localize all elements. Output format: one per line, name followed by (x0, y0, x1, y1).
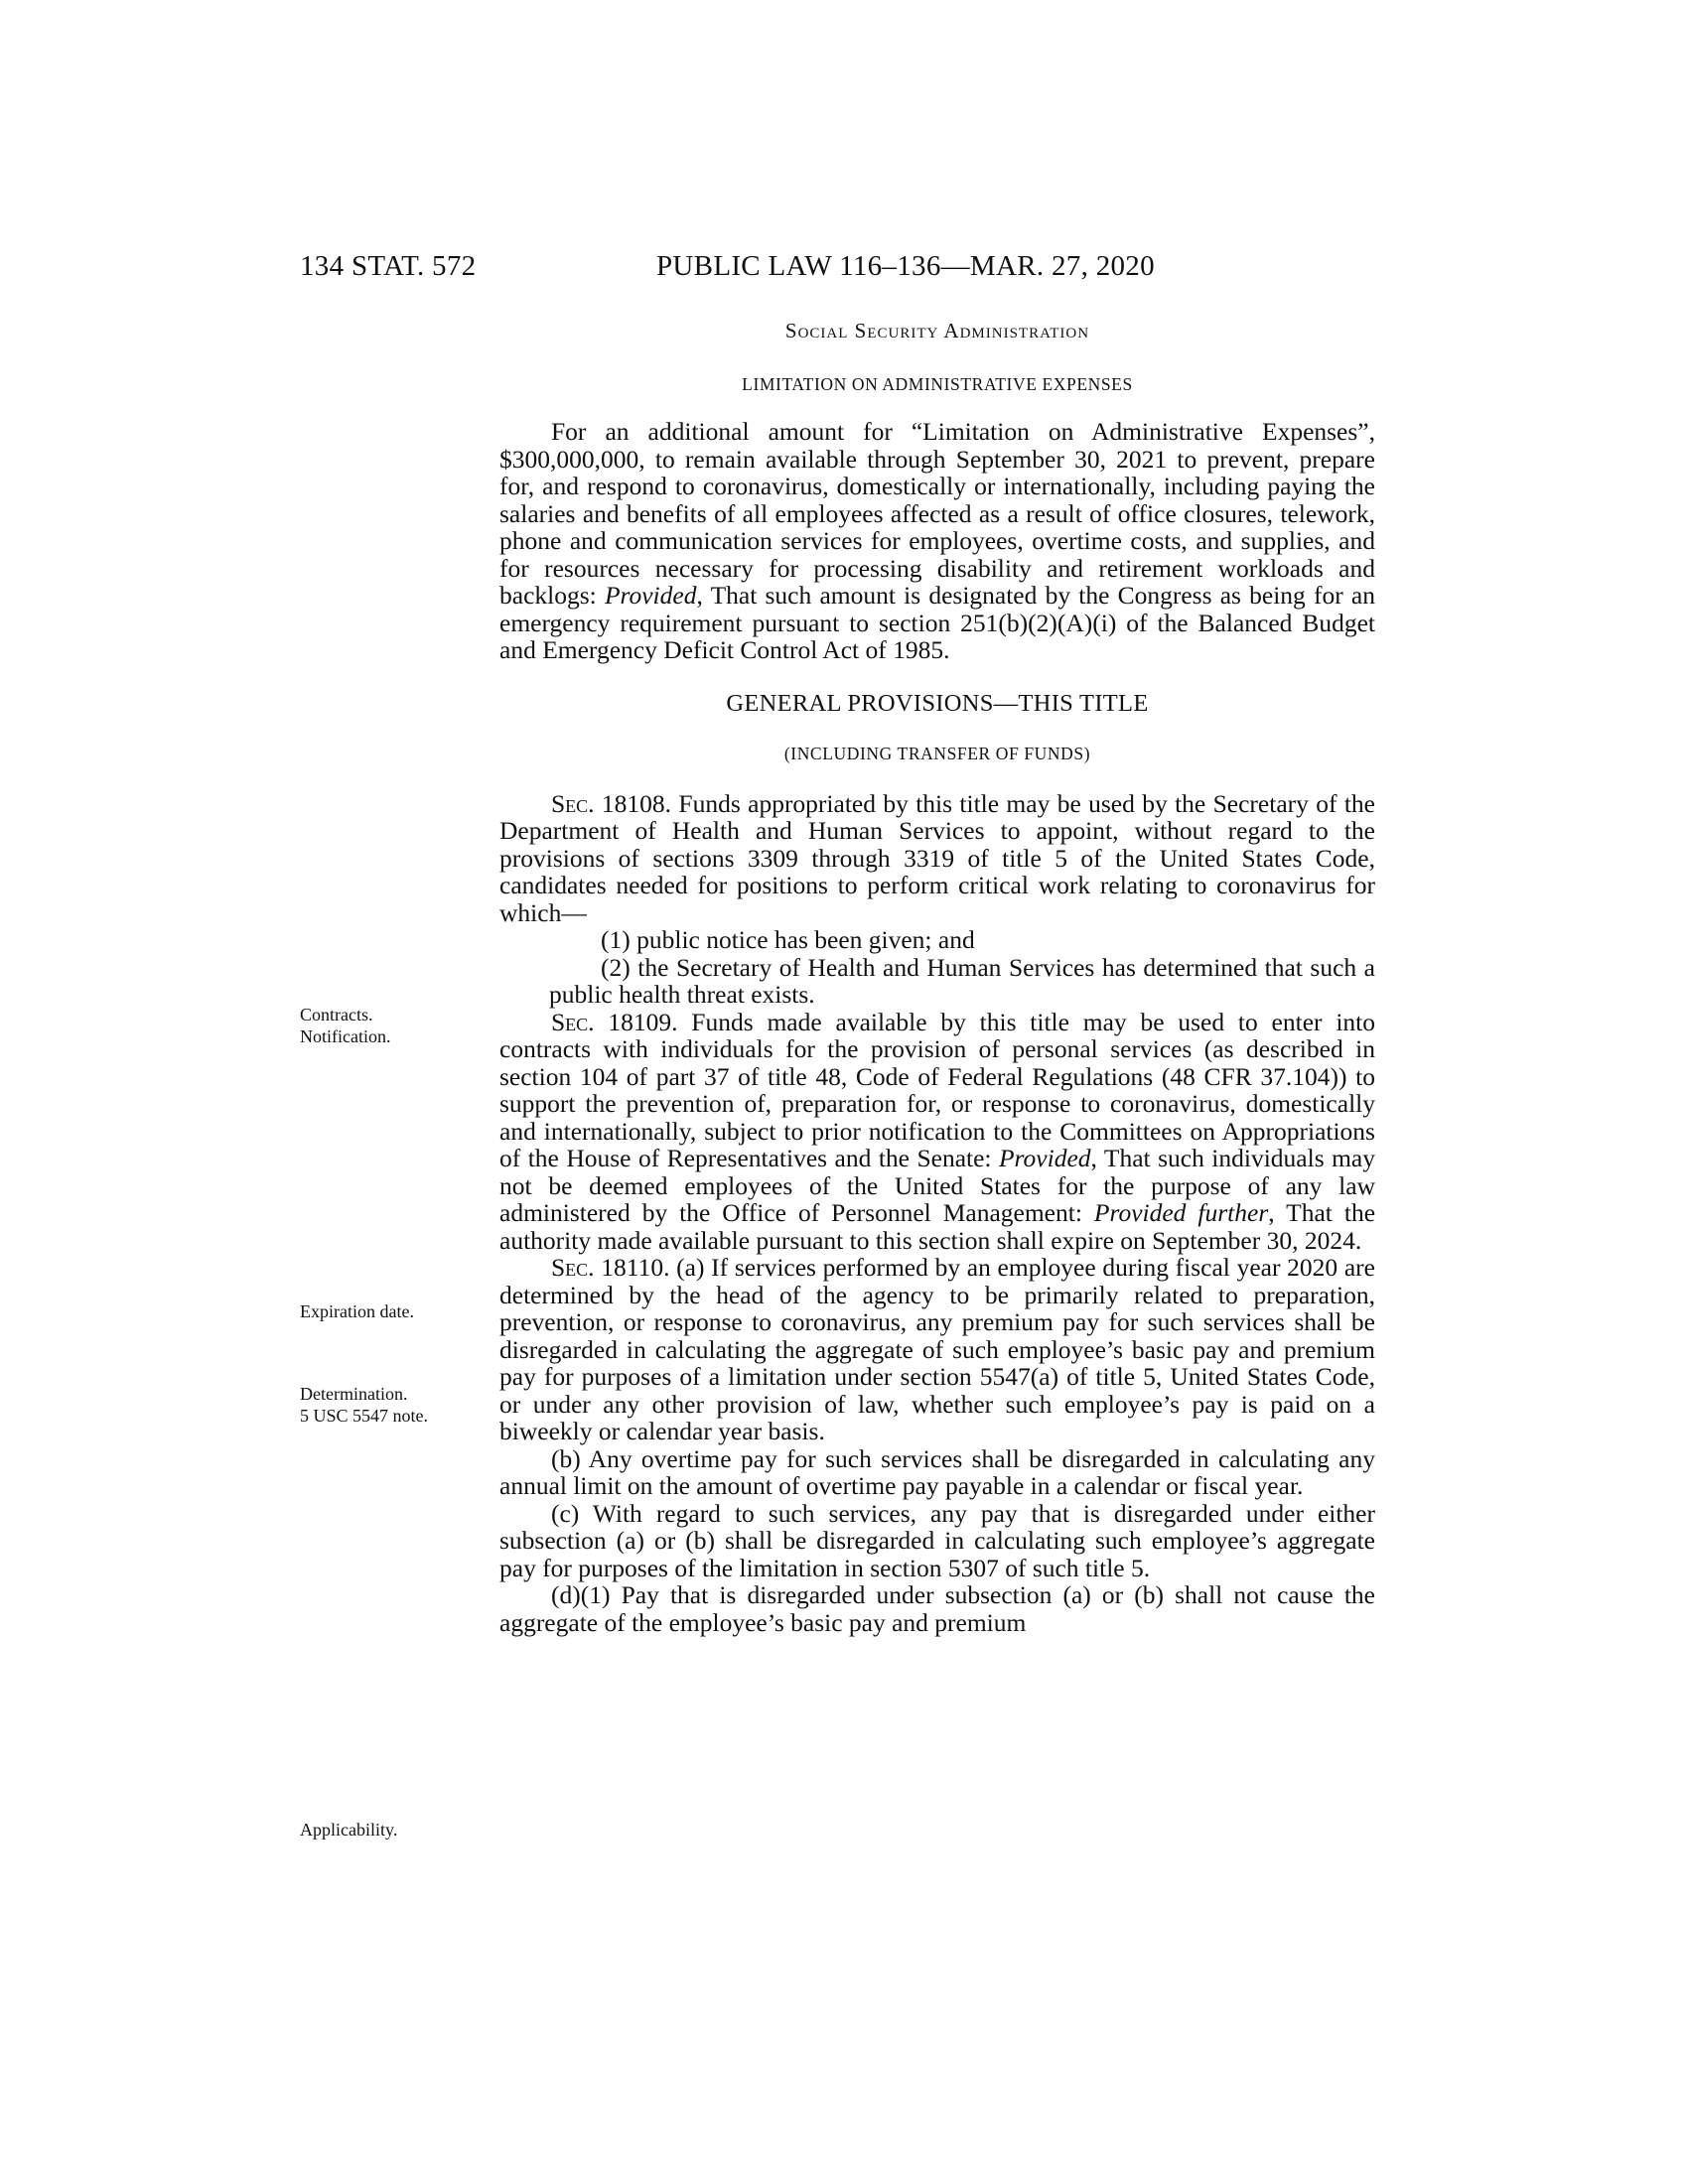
sec-18109-text-2: , That such individuals may not be deemed employees of the United States for the purpose of any law administered by the Office of Personnel Management: (499, 1144, 1375, 1227)
margin-note-expiration (300, 1300, 489, 1322)
sec-18108-item-1: (1) public notice has been given; and (601, 925, 975, 954)
sec-18110-a-text: (a) If services performed by an employee during fiscal year 2020 are determined by the head of the agency to be primarily related to preparation, prevention, or response to coronavirus, any premium pay for such services shall be disregarded in calculating the aggregate of such employee’s basic pay and premium pay for purposes of a limitation under section 5547(a) of title 5, United States Code, or under any other provision of law, whether such employee’s pay is paid on a biweekly or calendar year basis. (499, 1253, 1375, 1445)
margin-note-expiration-line: Expiration date. (300, 1301, 414, 1321)
sec-18109-provided-further: Provided further (1093, 1198, 1269, 1227)
sec-18110-label: Sec. 18110. (551, 1253, 670, 1282)
margin-note-contracts (300, 1004, 489, 1047)
stat-page-number: 134 STAT. 572 (300, 250, 477, 282)
sec-18109-label: Sec. 18109. (551, 1007, 678, 1036)
body-column (499, 318, 1375, 1636)
sec-18108-paragraph (499, 790, 1375, 927)
sec-18108-item-2: (2) the Secretary of Health and Human Services has determined that such a public health threat exists. (549, 952, 1375, 1009)
margin-note-contracts-line: Contracts. (300, 1005, 373, 1024)
agency-name: Social Security Administration (784, 319, 1090, 342)
ssa-provided: Provided (604, 581, 697, 610)
margin-note-usc-line: 5 USC 5547 note. (300, 1406, 429, 1426)
margin-note-determination-line: Determination. (300, 1384, 408, 1404)
sec-18110-b: (b) Any overtime pay for such services shall be disregarded in calculating any annual limit on the amount of overtime pay payable in a calendar or fiscal year. (499, 1443, 1375, 1500)
ssa-subheading: LIMITATION ON ADMINISTRATIVE EXPENSES (742, 373, 1133, 394)
margin-note-applicability (300, 1819, 489, 1841)
sec-18108-label: Sec. 18108. (551, 788, 672, 818)
ssa-paragraph (499, 418, 1375, 664)
page-header (0, 250, 1688, 290)
ssa-paragraph-text: For an additional amount for “Limitation on Administrative Expenses”, $300,000,000, to remain available through September 30, 2021 to prevent, prepare for, and respond to coronavirus, domestically or internationally, including paying the salaries and benefits of all employees affected as a result of office closures, telework, phone and communication services for employees, overtime costs, and supplies, and for resources necessary for processing disability and retirement workloads and backlogs: (499, 417, 1375, 610)
margin-note-notification-line: Notification. (300, 1026, 391, 1046)
general-provisions-subheading: (INCLUDING TRANSFER OF FUNDS) (783, 744, 1091, 763)
general-provisions-title: GENERAL PROVISIONS—THIS TITLE (726, 689, 1149, 717)
ssa-paragraph-end: , That such amount is designated by the Congress as being for an emergency requirement pursuant to section 251(b)(2)(A)(i) of the Balanced Budget and Emergency Deficit Control Act of 1985. (499, 581, 1375, 664)
sec-18109-text: Funds made available by this title may be used to enter into contracts with individuals for the provision of personal services (as described in section 104 of part 37 of title 48, Code of Federal Regulations (48 CFR 37.104)) to support the prevention of, preparation for, or response to coronavirus, domestically and internationally, subject to prior notification to the Committees on Appropriations of the House of Representatives and the Senate: (499, 1007, 1375, 1172)
margin-note-determination (300, 1383, 489, 1427)
sec-18110-a (499, 1254, 1375, 1445)
margin-note-applicability-line: Applicability. (300, 1820, 398, 1840)
sec-18109-text-3: , That the authority made available pursuant to this section shall expire on September 30, 2024. (499, 1198, 1376, 1255)
sec-18108-text: Funds appropriated by this title may be used by the Secretary of the Department of Health and Human Services to appoint, without regard to the provisions of sections 3309 through 3319 of title 5 of the United States Code, candidates needed for positions to perform critical work relating to coronavirus for which— (499, 788, 1375, 927)
agency-heading (499, 318, 1375, 345)
sec-18110-c: (c) With regard to such services, any pay that is disregarded under either subsection (a) or (b) shall be disregarded in calculating such employee’s aggregate pay for purposes of the limitation in section 5307 of such title 5. (499, 1498, 1375, 1582)
sec-18110-d1: (d)(1) Pay that is disregarded under subsection (a) or (b) shall not cause the aggregate of the employee’s basic pay and premium (499, 1580, 1375, 1637)
public-law-title: PUBLIC LAW 116–136—MAR. 27, 2020 (656, 250, 1155, 282)
sec-18109-paragraph (499, 1009, 1375, 1255)
sec-18109-provided: Provided (998, 1144, 1091, 1172)
